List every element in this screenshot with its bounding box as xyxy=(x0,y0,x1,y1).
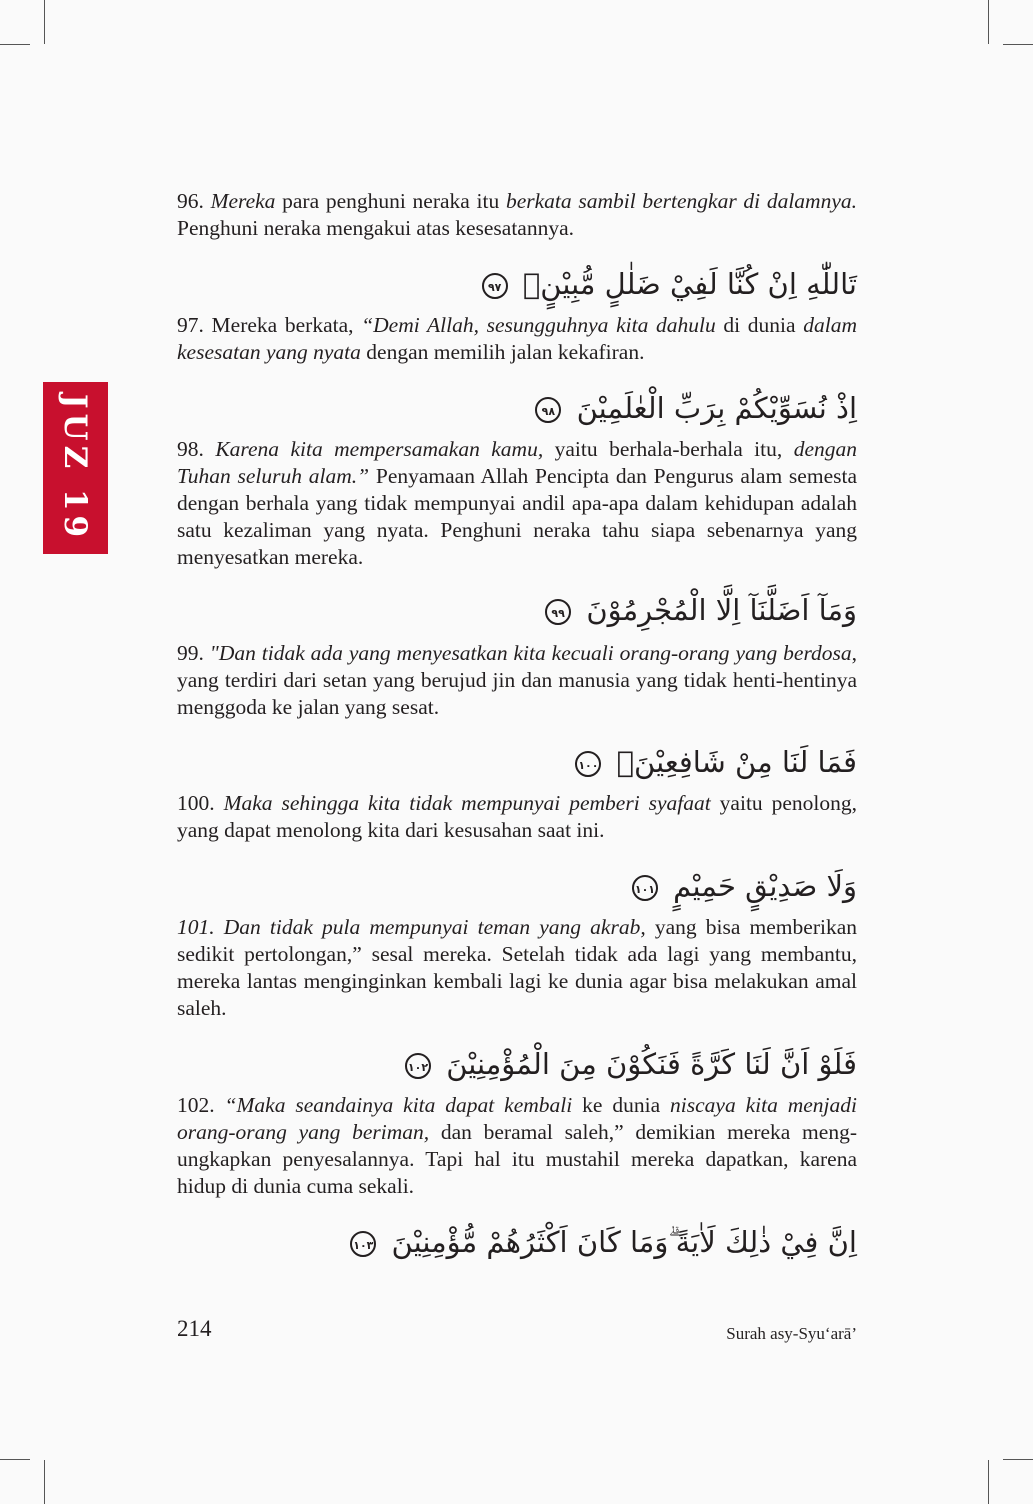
arabic-text: تَاللّٰهِ اِنْ كُنَّا لَفِيْ ضَلٰلٍ مُّبِيْنٍۙ xyxy=(522,267,857,301)
translation-paragraph xyxy=(177,640,857,721)
translation-segment: yang bisa memberikan sedikit pertolongan,” sesal mereka. Setelah tidak ada lagi yang membantu, mereka lantas menginginkan kembali lagi ke dunia agar bisa melakukan amal saleh. xyxy=(177,915,857,1020)
translation-italic-segment: Maka sehingga kita tidak mempunyai pemberi syafaat xyxy=(223,791,711,815)
translation-101 xyxy=(177,914,857,1022)
translation-segment: 96. xyxy=(177,189,211,213)
arabic-verse-98 xyxy=(535,386,857,430)
arabic-text: فَلَوْ اَنَّ لَنَا كَرَّةً فَنَكُوْنَ مِنَ الْمُؤْمِنِيْنَ xyxy=(446,1047,857,1081)
translation-paragraph xyxy=(177,790,857,844)
translation-segment: para penghuni neraka itu xyxy=(275,189,506,213)
ayah-number-marker: ٩٧ xyxy=(482,273,508,299)
translation-segment: Penyamaan Allah Pencipta dan Pengurus alam semesta dengan berhala yang tidak mempunyai andil apa-apa dalam kehidupan adalah satu kezaliman yang nyata. Penghuni neraka tahu siapa sebenarnya yang menyesatkan mereka. xyxy=(177,464,857,569)
arabic-verse-101 xyxy=(632,864,857,908)
arabic-text: فَمَا لَنَا مِنْ شَافِعِيْنَۙ xyxy=(616,745,857,779)
translation-italic-segment: "Dan tidak ada yang menyesatkan kita kecuali orang-orang yang berdosa xyxy=(209,641,852,665)
translation-segment: 97. Mereka berkata, xyxy=(177,313,362,337)
translation-italic-segment: “Maka seandainya kita dapat kembali xyxy=(224,1093,573,1117)
translation-100 xyxy=(177,790,857,844)
arabic-verse-102 xyxy=(405,1042,857,1086)
translation-segment: Penghuni neraka mengakui atas kesesatannya. xyxy=(177,216,575,240)
translation-98 xyxy=(177,436,857,571)
translation-segment: , yang terdiri dari setan yang berujud jin dan manusia yang tidak henti-hentinya menggoda ke jalan yang sesat. xyxy=(177,641,858,719)
translation-segment: ke dunia xyxy=(572,1093,671,1117)
translation-segment: dengan memilih jalan kekafiran. xyxy=(360,340,645,364)
translation-segment: 102. xyxy=(177,1093,225,1117)
translation-paragraph xyxy=(177,188,857,242)
translation-96 xyxy=(177,188,857,242)
translation-italic-segment: 101. Dan tidak pula mempunyai teman yang akrab, xyxy=(177,915,646,939)
translation-italic-segment: dalam kesesatan yang nyata xyxy=(177,313,857,364)
translation-segment: 99. xyxy=(177,641,210,665)
arabic-text: وَمَآ اَضَلَّنَآ اِلَّا الْمُجْرِمُوْنَ xyxy=(586,593,857,627)
translation-paragraph xyxy=(177,436,857,571)
crop-mark xyxy=(988,0,989,44)
arabic-verse-103 xyxy=(350,1220,857,1264)
crop-mark xyxy=(1003,1459,1033,1460)
translation-italic-segment: dengan Tuhan seluruh alam.” xyxy=(177,437,857,488)
translation-paragraph xyxy=(177,914,857,1022)
running-footer-surah-title: Surah asy-Syu‘arā’ xyxy=(726,1324,857,1343)
translation-paragraph xyxy=(177,1092,857,1200)
arabic-verse-99 xyxy=(545,588,857,632)
translation-paragraph xyxy=(177,312,857,366)
translation-italic-segment: “Demi Allah, sesungguhnya kita dahulu xyxy=(361,313,716,337)
arabic-verse-100 xyxy=(575,740,857,784)
ayah-number-marker: ٩٩ xyxy=(545,599,571,625)
arabic-verse-97 xyxy=(482,262,857,306)
translation-italic-segment: niscaya kita menjadi orang-orang yang beriman, xyxy=(177,1093,858,1144)
translation-italic-segment: Mereka xyxy=(210,189,276,213)
translation-segment: 98. xyxy=(177,437,216,461)
translation-99 xyxy=(177,640,857,721)
page-number: 214 xyxy=(177,1316,212,1341)
crop-mark xyxy=(1003,44,1033,45)
translation-102 xyxy=(177,1092,857,1200)
translation-segment: di dunia xyxy=(715,313,804,337)
translation-segment: 100. xyxy=(177,791,224,815)
crop-mark xyxy=(44,1460,45,1504)
translation-segment: yaitu berhala-berhala itu, xyxy=(543,437,794,461)
crop-mark xyxy=(988,1460,989,1504)
translation-97 xyxy=(177,312,857,366)
juz-side-tab xyxy=(43,382,108,554)
arabic-text: وَلَا صَدِيْقٍ حَمِيْمٍ xyxy=(673,869,857,903)
translation-italic-segment: Karena kita mempersamakan kamu, xyxy=(215,437,544,461)
translation-segment: dan beramal saleh,” demikian mereka mengungkapkan penyesalannya. Tapi hal itu mustahil mereka dapatkan, karena hidup di dunia cuma sekali. xyxy=(177,1120,857,1198)
arabic-text: اِذْ نُسَوِّيْكُمْ بِرَبِّ الْعٰلَمِيْنَ xyxy=(576,391,857,425)
crop-mark xyxy=(0,44,30,45)
translation-segment: yaitu penolong, yang dapat menolong kita dari kesusahan saat ini. xyxy=(177,791,858,842)
ayah-number-marker: ١٠٢ xyxy=(405,1053,431,1079)
translation-italic-segment: berkata sambil bertengkar di dalamnya. xyxy=(505,189,858,213)
ayah-number-marker: ٩٨ xyxy=(535,397,561,423)
ayah-number-marker: ١٠١ xyxy=(632,875,658,901)
juz-label: JUZ 19 xyxy=(57,393,94,543)
ayah-number-marker: ١٠٠ xyxy=(575,751,601,777)
crop-mark xyxy=(44,0,45,44)
ayah-number-marker: ١٠٣ xyxy=(350,1231,376,1257)
crop-mark xyxy=(0,1459,30,1460)
arabic-text: اِنَّ فِيْ ذٰلِكَ لَاٰيَةً ۗوَمَا كَانَ اَكْثَرُهُمْ مُّؤْمِنِيْنَ xyxy=(391,1225,857,1259)
